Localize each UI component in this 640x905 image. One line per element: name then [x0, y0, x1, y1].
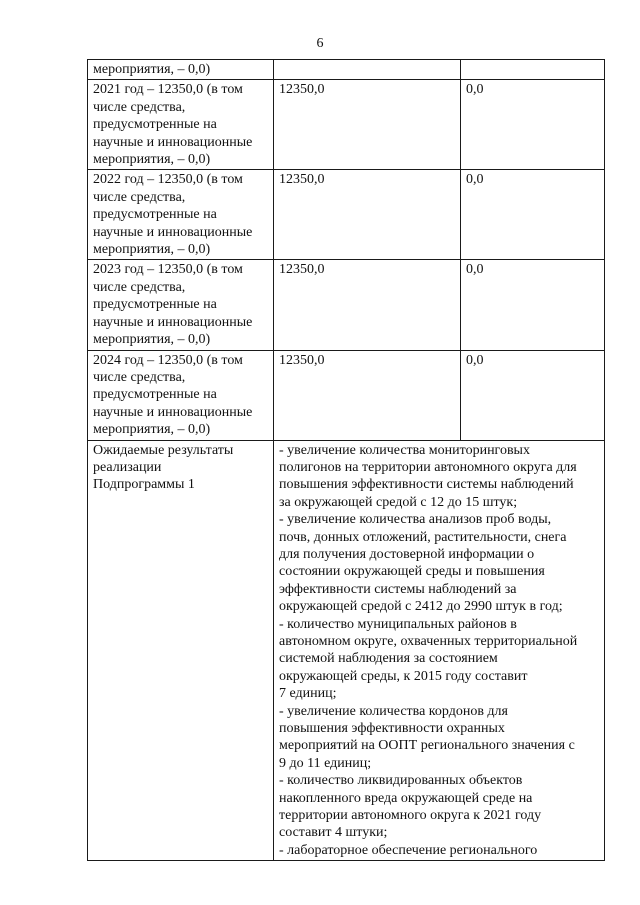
- year-label-line: предусмотренные на: [93, 387, 217, 403]
- year-total-cell: 12350,0: [274, 80, 461, 170]
- results-text-line: 7 единиц;: [279, 686, 337, 702]
- year-label-line: числе средства,: [93, 279, 186, 295]
- year-label-line: 2024 год – 12350,0 (в том: [93, 352, 243, 368]
- year-label-line: научные и инновационные: [93, 224, 253, 240]
- year-other-cell: 0,0: [461, 170, 605, 260]
- results-text-line: мероприятий на ООПТ регионального значения с: [279, 738, 575, 754]
- year-label-line: мероприятия, – 0,0): [93, 332, 211, 348]
- results-text-line: за окружающей средой с 12 до 15 штук;: [279, 494, 518, 510]
- results-label-line: реализации: [93, 459, 162, 475]
- continued-other-cell: [461, 60, 605, 80]
- results-label-line: Подпрограммы 1: [93, 477, 195, 493]
- results-text-line: составит 4 штуки;: [279, 825, 388, 841]
- results-text-line: - увеличение количества кордонов для: [279, 703, 508, 719]
- year-label-line: научные и инновационные: [93, 404, 253, 420]
- results-text-line: окружающей среды, к 2015 году составит: [279, 668, 528, 684]
- results-text-line: для получения достоверной информации о: [279, 546, 535, 562]
- results-text-line: автономном округе, охваченных территориальной: [279, 634, 578, 649]
- results-text-cell: [274, 440, 605, 861]
- year-label-line: предусмотренные на: [93, 117, 217, 133]
- year-label-line: мероприятия, – 0,0): [93, 152, 211, 168]
- year-total-cell: 12350,0: [274, 260, 461, 350]
- results-text-line: - лабораторное обеспечение регионального: [279, 842, 538, 858]
- year-label-line: 2021 год – 12350,0 (в том: [93, 82, 243, 98]
- results-text-line: системой наблюдения за состоянием: [279, 651, 498, 667]
- year-label-line: научные и инновационные: [93, 134, 253, 150]
- year-label-line: предусмотренные на: [93, 207, 217, 223]
- page-number: 6: [316, 36, 324, 51]
- table-row-results: [88, 440, 605, 861]
- year-other-cell: 0,0: [461, 260, 605, 350]
- results-label-line: Ожидаемые результаты: [93, 442, 234, 458]
- results-text-line: - количество муниципальных районов в: [279, 616, 517, 632]
- table-row-2024: [88, 350, 605, 440]
- results-text-line: территории автономного округа к 2021 году: [279, 808, 542, 824]
- results-text-line: эффективности системы наблюдений за: [279, 581, 517, 597]
- year-label-line: числе средства,: [93, 189, 186, 205]
- year-label-line: научные и инновационные: [93, 314, 253, 330]
- continued-label: мероприятия, – 0,0): [93, 62, 211, 77]
- year-label-cell: [88, 170, 274, 260]
- year-total-cell: 12350,0: [274, 170, 461, 260]
- year-label-line: 2023 год – 12350,0 (в том: [93, 262, 243, 278]
- results-text-line: 9 до 11 единиц;: [279, 755, 372, 771]
- year-other-cell: 0,0: [461, 80, 605, 170]
- year-other-cell: 0,0: [461, 350, 605, 440]
- table-row-2021: [88, 80, 605, 170]
- continued-label-cell: [88, 60, 274, 80]
- year-label-cell: [88, 80, 274, 170]
- year-label-cell: [88, 260, 274, 350]
- results-text-line: - увеличение количества мониторинговых: [279, 442, 530, 458]
- results-label-cell: [88, 440, 274, 861]
- table-row-continued: [88, 60, 605, 80]
- results-text-line: повышения эффективности охранных: [279, 721, 505, 737]
- year-label-line: мероприятия, – 0,0): [93, 242, 211, 258]
- results-text-line: - количество ликвидированных объектов: [279, 773, 523, 789]
- year-label-line: мероприятия, – 0,0): [93, 422, 211, 438]
- results-text-line: состоянии окружающей среды и повышения: [279, 564, 545, 580]
- year-total-cell: 12350,0: [274, 350, 461, 440]
- results-text-line: полигонов на территории автономного округа для: [279, 459, 577, 475]
- results-text-line: окружающей средой с 2412 до 2990 штук в год;: [279, 599, 563, 615]
- results-text-line: повышения эффективности системы наблюдений: [279, 477, 574, 493]
- continued-total-cell: [274, 60, 461, 80]
- table-row-2022: [88, 170, 605, 260]
- year-label-line: числе средства,: [93, 99, 186, 115]
- results-text-line: почв, донных отложений, растительности, снега: [279, 529, 567, 545]
- year-label-cell: [88, 350, 274, 440]
- year-label-line: 2022 год – 12350,0 (в том: [93, 172, 243, 188]
- year-label-line: предусмотренные на: [93, 297, 217, 313]
- results-text-line: накопленного вреда окружающей среде на: [279, 790, 533, 806]
- table-row-2023: [88, 260, 605, 350]
- year-label-line: числе средства,: [93, 369, 186, 385]
- results-text-line: - увеличение количества анализов проб воды,: [279, 512, 552, 528]
- program-table: [87, 59, 605, 861]
